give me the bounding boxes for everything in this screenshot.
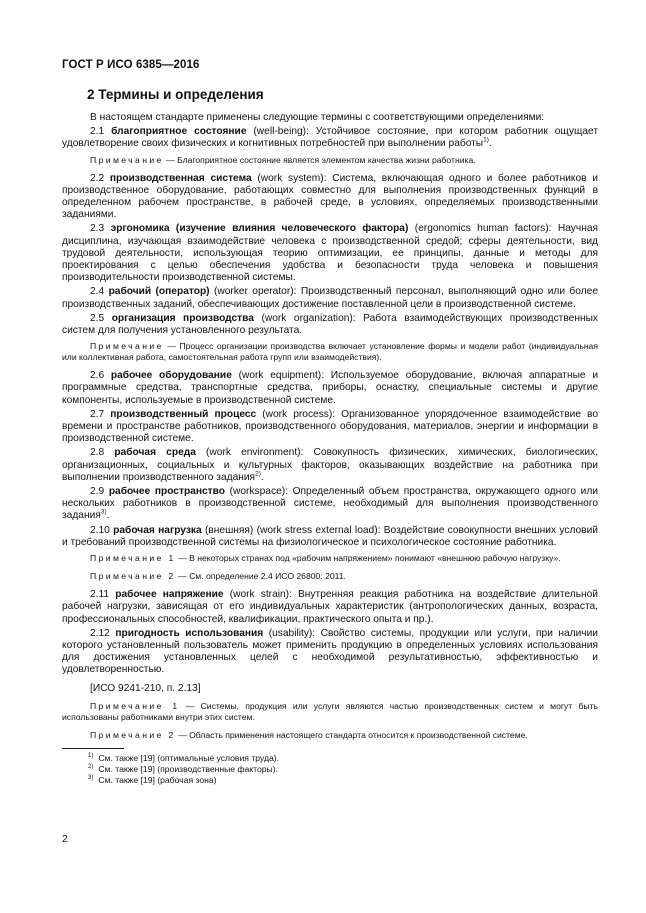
- footnote-divider: [62, 748, 124, 749]
- term-2-9: 2.9 рабочее пространство (workspace): Определенный объем пространства, окружающего одного или нескольких работников в производственной системе, необходимый для выполнения производственного задания$^{3)}$.: [62, 486, 598, 522]
- footnote-1: $^{1)}$ См. также [19] (оптимальные условия труда).: [88, 752, 280, 763]
- term-2-6: 2.6 рабочее оборудование (work equipment): Используемое оборудование, включая аппаратные и программные средства, транспортные средства, приборы, оснастку, специальные системы и другие компоненты, используемые в производственной системе.: [62, 370, 599, 406]
- term-2-5: 2.5 организация производства (work organization): Работа взаимодействующих производственных систем для получения установленного результата.: [62, 312, 598, 337]
- footnote-3: $^{3)}$ См. также [19] (рабочая зона): [88, 774, 217, 785]
- note-2-12-2: Примечание 2 — Область применения настоящего стандарта относится к производственной системе.: [90, 729, 528, 740]
- page-content: [62, 87, 598, 786]
- term-2-3: 2.3 эргономика (изучение влияния человеческого фактора) (ergonomics human factors): Научная дисциплина, изучающая взаимодействие человека с производственной средой; сферы деятельности, вид трудовой деятельности, использующая теорию оптимизации, ее принципы, данные и методы для проектирования с целью обеспечения удобства и безопасности труда человека и повышения производительности производственной системы.: [62, 223, 598, 284]
- term-2-2: 2.2 производственная система (work system): Система, включающая одного и более работников и производственное оборудование, работающих совместно для выполнения производственных функций в определенном рабочем пространстве, в рабочей среде, в условиях, определяемых производственными заданиями.: [62, 172, 598, 221]
- term-2-8: 2.8 рабочая среда (work environment): Совокупность физических, химических, биологических, организационных, социальных и культурных факторов, оказывающих воздействие на работника при выполнении производственного задания$^{2)}$.: [62, 447, 598, 483]
- term-2-11: 2.11 рабочее напряжение (work strain): Внутренняя реакция работника на воздействие длительной рабочей нагрузки, зависящая от его индивидуальных характеристик (антропологических данных, возраста, профессиональных способностей, квалификации, практического опыта и пр.).: [62, 589, 598, 625]
- note-2-5: Примечание — Процесс организации производства включает установление формы и модели работ (индивидуальная или коллективная работа, самостоятельная работа групп или взаимодействия).: [62, 341, 598, 363]
- term-2-10: 2.10 рабочая нагрузка (внешняя) (work stress external load): Воздействие совокупности внешних условий и требований производственной системы на физиологическое и психологическое состояние работника.: [62, 524, 598, 548]
- note-2-10-1: Примечание 1 — В некоторых странах под «рабочим напряжением» понимают «внешнюю рабочую нагрузку».: [90, 553, 561, 564]
- section-title: 2 Термины и определения: [87, 87, 264, 102]
- page-number: 2: [62, 833, 68, 845]
- document-header: ГОСТ Р ИСО 6385—2016: [62, 59, 200, 71]
- note-2-12-1: Примечание 1 — Системы, продукция или услуги являются частью производственных систем и могут быть использованы работниками внутри этих систем.: [62, 700, 598, 722]
- term-2-1: 2.1 благоприятное состояние (well-being): Устойчивое состояние, при котором работник ощущает удовлетворение своих физических и когнитивных потребностей при выполнении работы$^{1)}$.: [62, 126, 598, 150]
- note-2-10-2: Примечание 2 — См. определение 2.4 ИСО 26800: 2011.: [90, 571, 346, 582]
- note-2-1: Примечание — Благоприятное состояние является элементом качества жизни работника.: [90, 154, 476, 165]
- term-2-7: 2.7 производственный процесс (work process): Организованное упорядоченное взаимодействие во времени и пространстве работников, производственного оборудования, материалов, энергии и информации в производственной системе.: [62, 408, 599, 445]
- term-2-12: 2.12 пригодность использования (usability): Свойство системы, продукции или услуги, при наличии которого установленный пользователь может применить продукцию в определенных условиях использования для достижения установленных целей с необходимой результативностью, эффективностью и удовлетворенностью.: [62, 627, 598, 676]
- source-reference: [ИСО 9241-210, п. 2.13]: [90, 682, 201, 694]
- intro-paragraph: В настоящем стандарте применены следующие термины с соответствующими определениями:: [90, 112, 545, 123]
- footnote-2: $^{2)}$ См. также [19] (производственные факторы).: [88, 763, 278, 774]
- term-2-4: 2.4 рабочий (оператор) (worker operator): Производственный персонал, выполняющий одно или более производственных заданий, обеспечивающих достижение поставленной цели в производственной системе.: [62, 286, 598, 310]
